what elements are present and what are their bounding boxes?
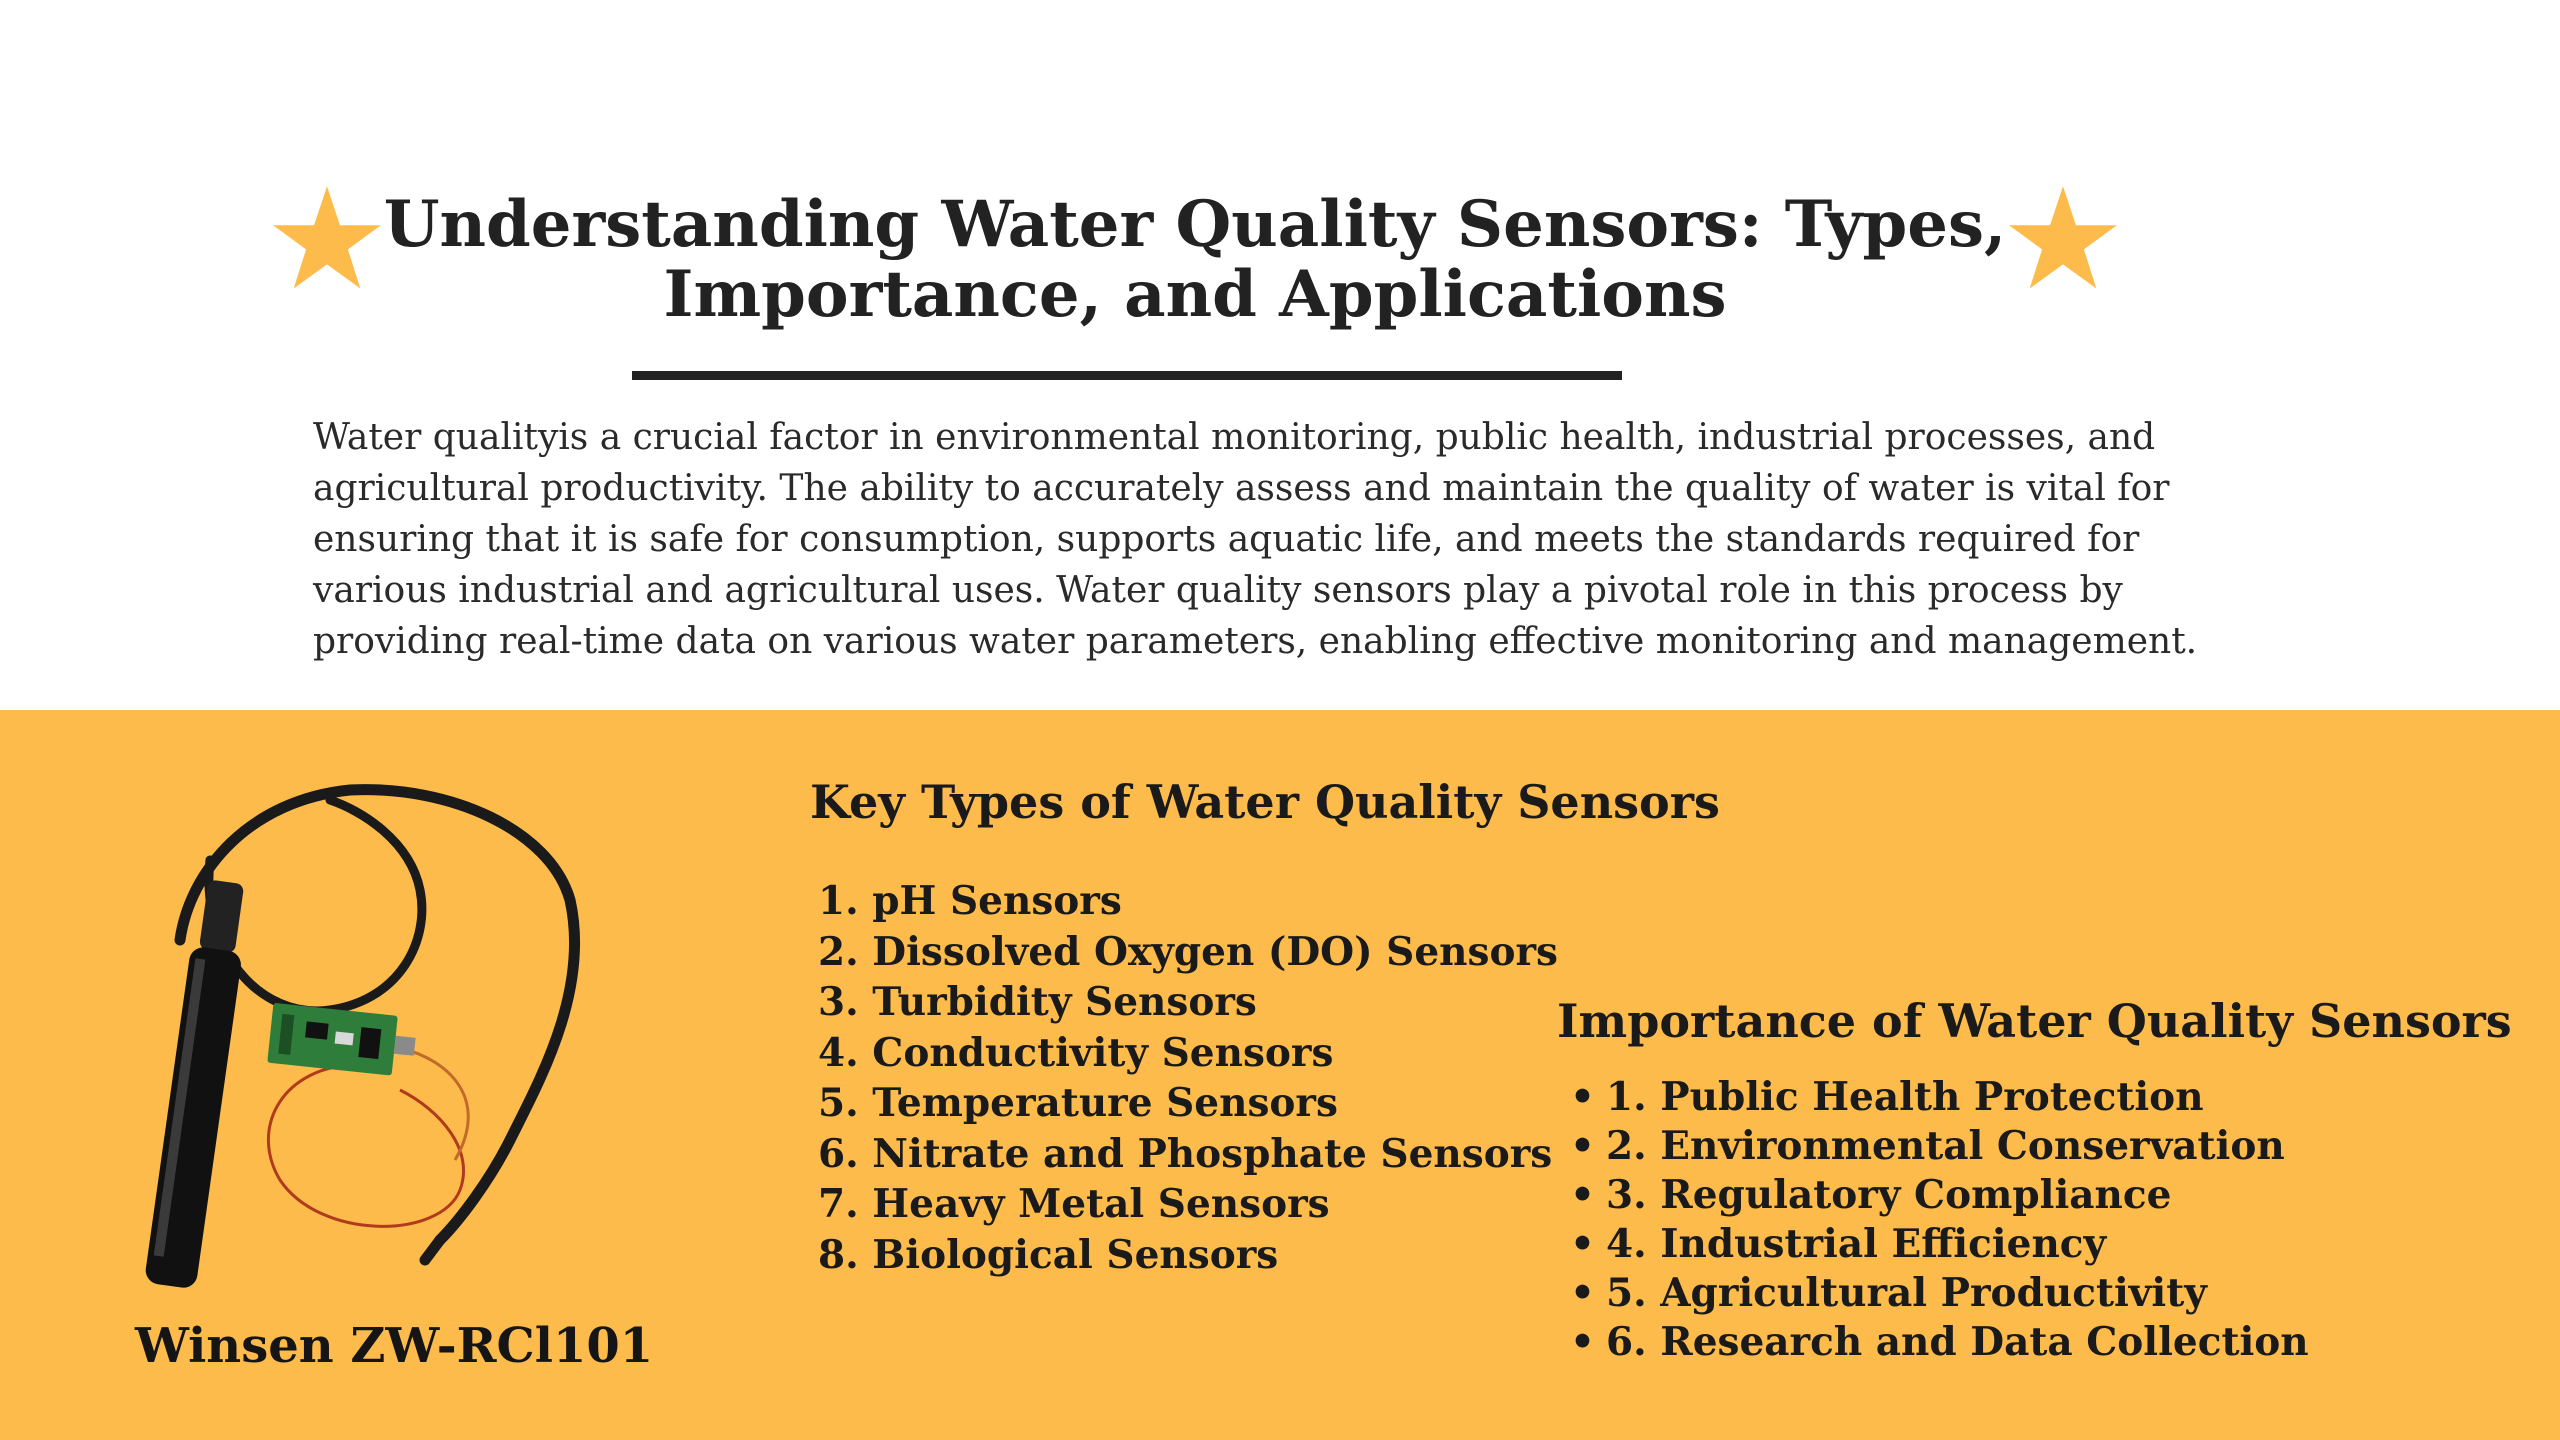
title-line-2: Importance, and Applications — [663, 257, 1727, 332]
list-item: 2. Dissolved Oxygen (DO) Sensors — [818, 928, 1558, 975]
list-item-label: 6. Research and Data Collection — [1606, 1319, 2309, 1365]
list-item-label: 1. Public Health Protection — [1606, 1074, 2204, 1120]
title-line-1: Understanding Water Quality Sensors: Types, — [383, 187, 2007, 262]
product-name: Winsen ZW-RCl101 — [135, 1318, 654, 1374]
list-item-label: 2. Environmental Conservation — [1606, 1123, 2285, 1169]
list-item: 8. Biological Sensors — [818, 1231, 1279, 1278]
list-item — [1570, 1318, 2309, 1367]
bullet-icon: • — [1570, 1172, 1595, 1218]
list-item: 7. Heavy Metal Sensors — [818, 1181, 1330, 1227]
intro-paragraph: Water qualityis a crucial factor in environmental monitoring, public health, industrial processes, and agricultural productivity. The ability to accurately assess and maintain the quality of water is vital for ensuring that it is safe for consumption, supports aquatic life, and meets the standards required for various industrial and agricultural uses. Water quality sensors play a pivotal role in this process by providing real-time data on various water parameters, enabling effective monitoring and management. — [313, 417, 2198, 662]
bullet-icon: • — [1570, 1319, 1595, 1365]
importance-list — [1570, 1073, 2309, 1367]
list-item-label: 5. Agricultural Productivity — [1606, 1270, 2207, 1316]
sensor-probe-image — [120, 770, 640, 1290]
title-divider — [632, 371, 1622, 380]
list-item — [1570, 1073, 2309, 1122]
types-list — [818, 876, 1558, 1280]
list-item-label: 3. Regulatory Compliance — [1606, 1172, 2172, 1218]
importance-heading: Importance of Water Quality Sensors — [1557, 994, 2512, 1048]
list-item-label: 4. Industrial Efficiency — [1606, 1221, 2107, 1267]
list-item — [1570, 1220, 2309, 1269]
list-item: 4. Conductivity Sensors — [818, 1029, 1334, 1076]
bullet-icon: • — [1570, 1221, 1595, 1267]
bullet-icon: • — [1570, 1270, 1595, 1316]
bullet-icon: • — [1570, 1123, 1595, 1169]
list-item — [1570, 1122, 2309, 1171]
list-item — [1570, 1269, 2309, 1318]
star-icon — [272, 186, 382, 291]
list-item: 3. Turbidity Sensors — [818, 979, 1257, 1025]
bullet-icon: • — [1570, 1074, 1595, 1120]
list-item — [1570, 1171, 2309, 1220]
list-item: 5. Temperature Sensors — [818, 1080, 1338, 1126]
list-item: 1. pH Sensors — [818, 878, 1122, 924]
types-heading: Key Types of Water Quality Sensors — [810, 775, 1720, 829]
star-icon — [2008, 186, 2118, 291]
list-item: 6. Nitrate and Phosphate Sensors — [818, 1130, 1553, 1177]
